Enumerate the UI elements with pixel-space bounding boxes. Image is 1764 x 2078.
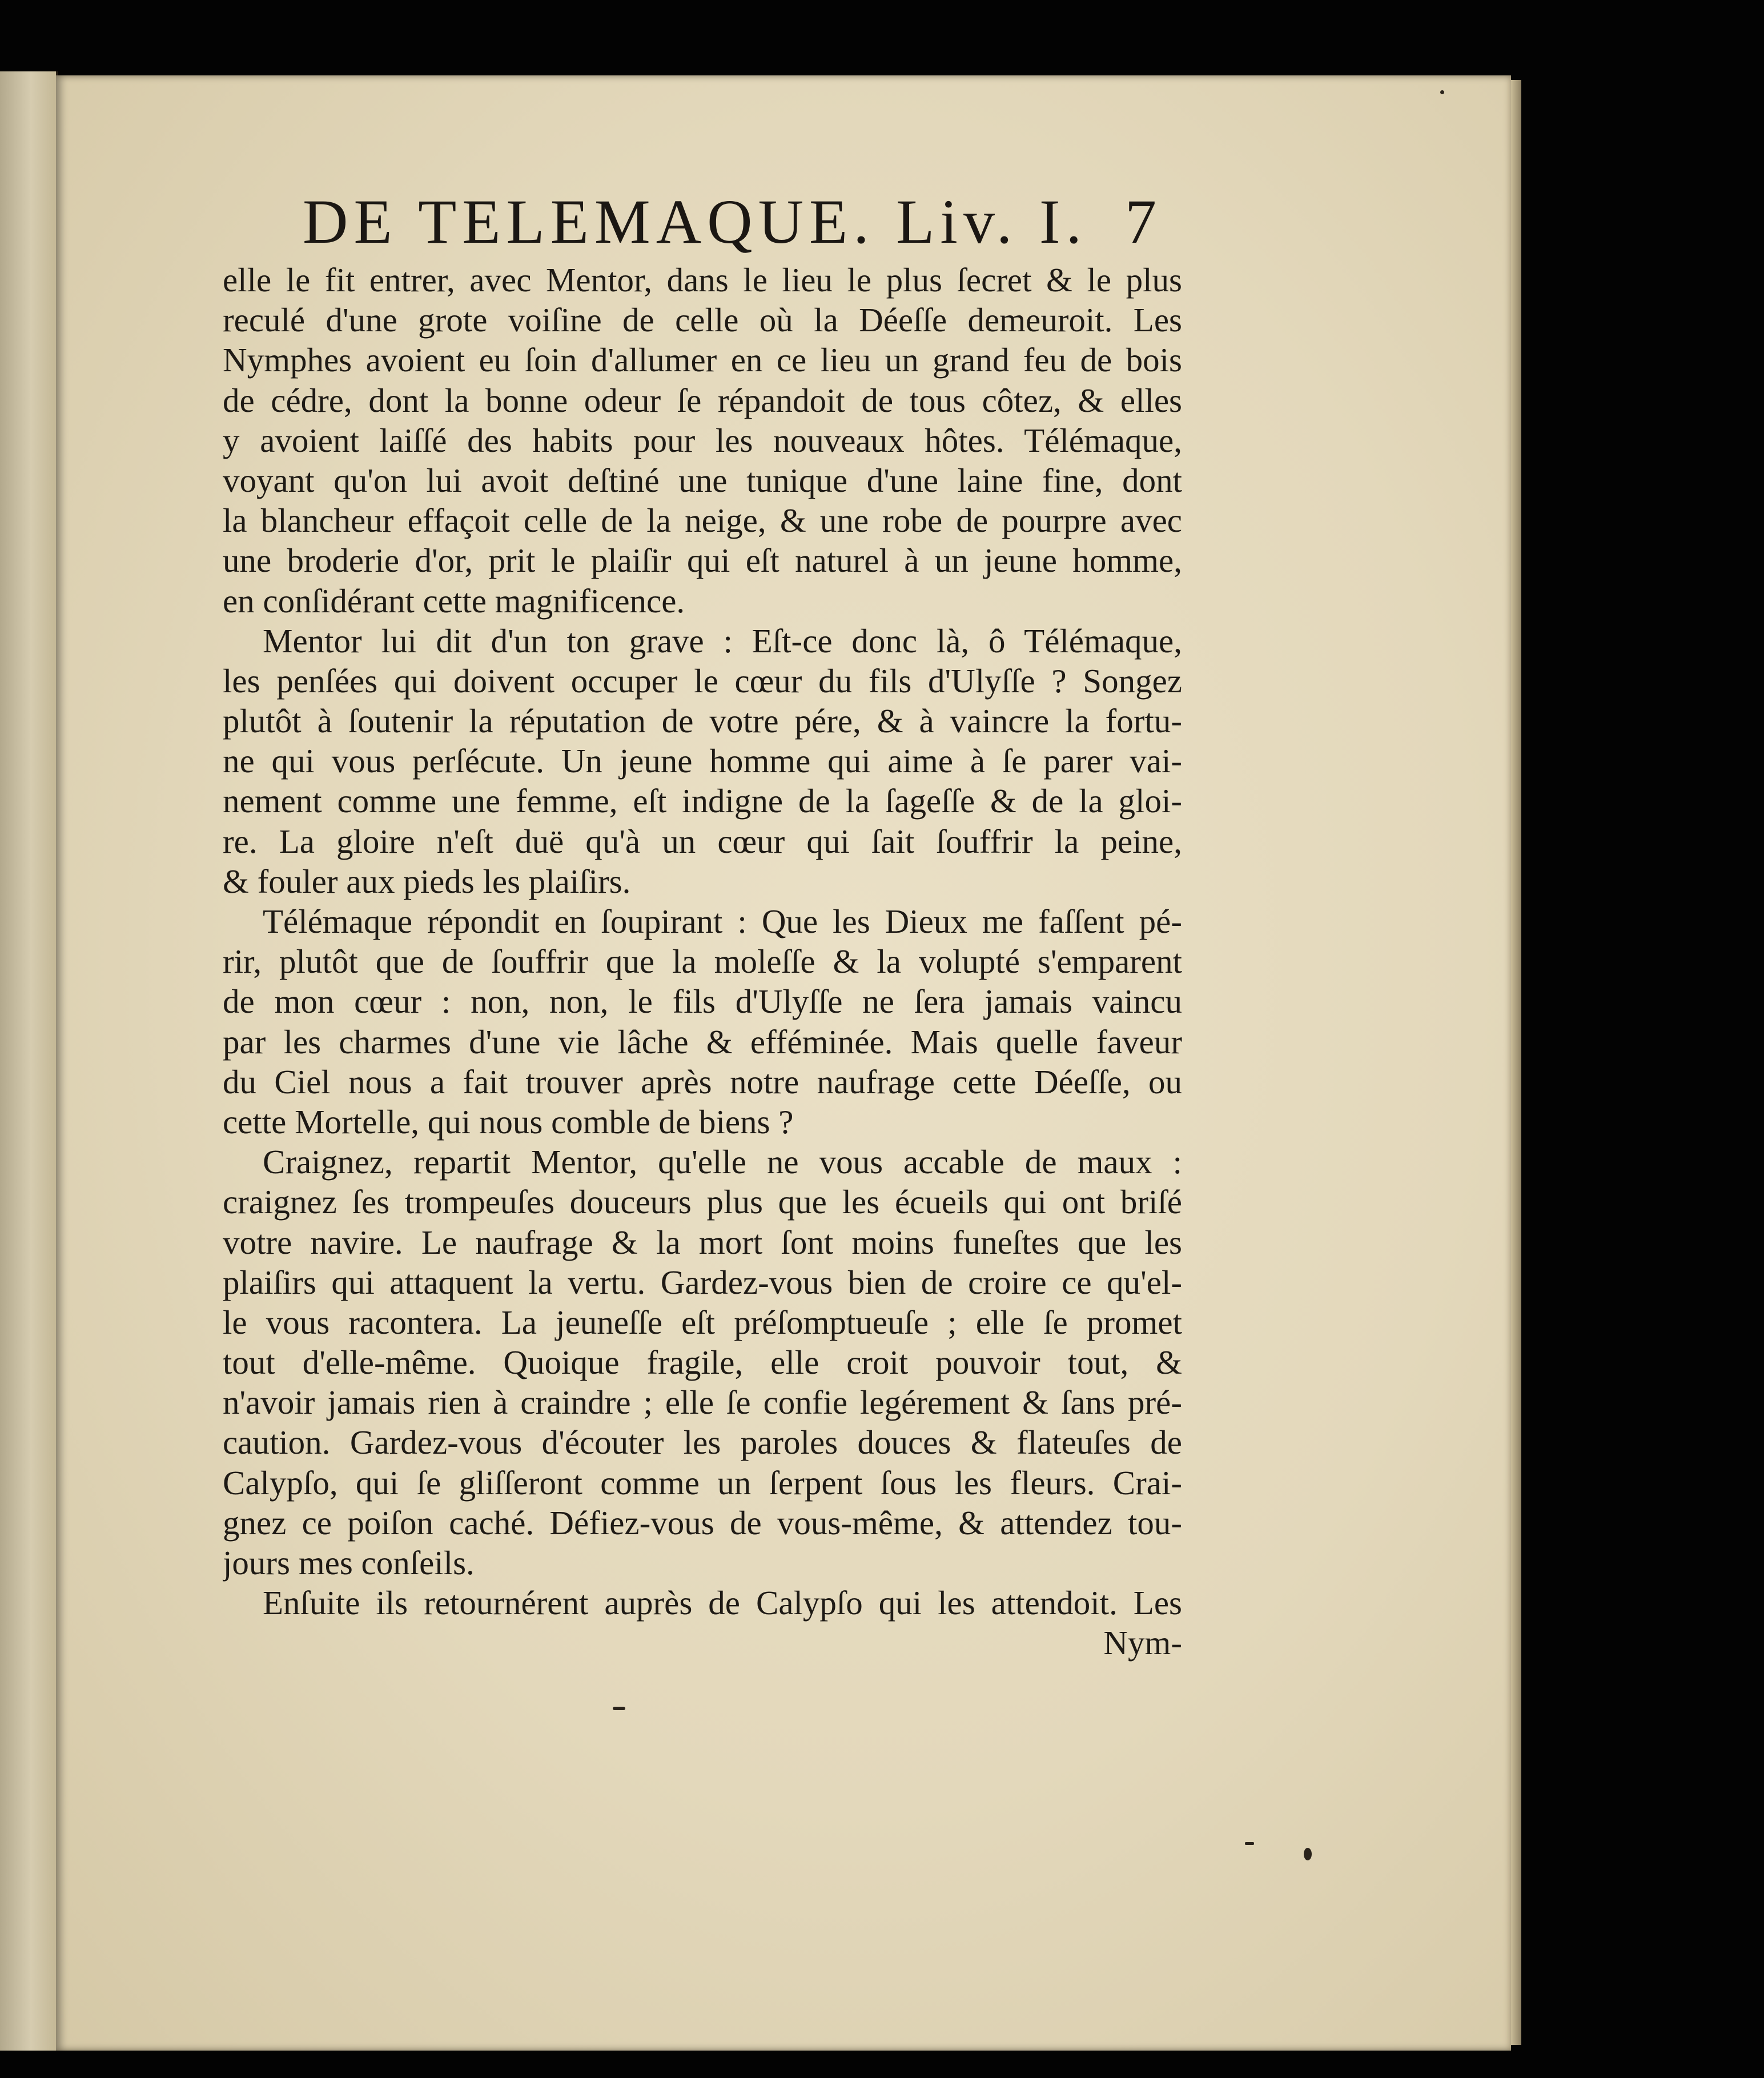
- text-line: & fouler aux pieds les plaiſirs.: [223, 862, 631, 900]
- ink-speck: [1304, 1848, 1312, 1860]
- text-line: de mon cœur : non, non, le fils d'Ulyſſe ne ſera jamais vaincu: [223, 982, 1182, 1021]
- ink-speck: [1440, 90, 1444, 94]
- text-line: n'avoir jamais rien à craindre ; elle ſe confie legérement & ſans pré-: [223, 1383, 1182, 1422]
- text-line: en conſidérant cette magnificence.: [223, 581, 685, 620]
- left-page-edge: [0, 71, 58, 2051]
- text-line: les penſées qui doivent occuper le cœur du fils d'Ulyſſe ? Songez: [223, 661, 1182, 700]
- text-line: la blancheur effaçoit celle de la neige, & une robe de pourpre avec: [223, 502, 1182, 540]
- page-number: 7: [1125, 187, 1156, 256]
- running-head: DE TELEMAQUE. Liv. I.: [303, 187, 1087, 256]
- text-line: Craignez, repartit Mentor, qu'elle ne vous accable de maux :: [263, 1143, 1182, 1181]
- text-line: rir, plutôt que de ſouffrir que la moleſſe & la volupté s'emparent: [223, 942, 1182, 981]
- catchword: Nym-: [1103, 1624, 1182, 1662]
- text-line: nement comme une femme, eſt indigne de la ſageſſe & de la gloi-: [223, 782, 1182, 820]
- text-line: plutôt à ſoutenir la réputation de votre pére, & à vaincre la fortu-: [223, 702, 1182, 740]
- text-line: par les charmes d'une vie lâche & efféminée. Mais quelle faveur: [223, 1022, 1182, 1061]
- text-line: Enſuite ils retournérent auprès de Calypſo qui les attendoit. Les: [263, 1584, 1182, 1622]
- text-line: votre navire. Le naufrage & la mort ſont moins funeſtes que les: [223, 1223, 1182, 1261]
- text-line: tout d'elle-même. Quoique fragile, elle croit pouvoir tout, &: [223, 1343, 1182, 1382]
- text-line: caution. Gardez-vous d'écouter les paroles douces & flateuſes de: [223, 1423, 1182, 1462]
- text-line: reculé d'une grote voiſine de celle où la Déeſſe demeuroit. Les: [223, 301, 1182, 339]
- text-line: cette Mortelle, qui nous comble de biens ?: [223, 1102, 794, 1141]
- text-line: craignez ſes trompeuſes douceurs plus que les écueils qui ont briſé: [223, 1183, 1182, 1221]
- text-line: une broderie d'or, prit le plaiſir qui eſt naturel à un jeune homme,: [223, 541, 1182, 580]
- text-line: de cédre, dont la bonne odeur ſe répandoit de tous côtez, & elles: [223, 381, 1182, 419]
- text-line: elle le fit entrer, avec Mentor, dans le lieu le plus ſecret & le plus: [223, 261, 1182, 299]
- page-fore-edge: [1511, 80, 1521, 2045]
- text-line: plaiſirs qui attaquent la vertu. Gardez-vous bien de croire ce qu'el-: [223, 1263, 1182, 1301]
- text-line: Nymphes avoient eu ſoin d'allumer en ce lieu un grand feu de bois: [223, 341, 1182, 379]
- text-line: Mentor lui dit d'un ton grave : Eſt-ce donc là, ô Télémaque,: [263, 621, 1182, 660]
- text-line: Calypſo, qui ſe gliſſeront comme un ſerpent ſous les fleurs. Crai-: [223, 1463, 1182, 1502]
- text-line: gnez ce poiſon caché. Défiez-vous de vous-même, & attendez tou-: [223, 1503, 1182, 1542]
- text-line: y avoient laiſſé des habits pour les nouveaux hôtes. Télémaque,: [223, 421, 1182, 459]
- text-line: voyant qu'on lui avoit deſtiné une tunique d'une laine fine, dont: [223, 461, 1182, 499]
- ink-speck: [1245, 1842, 1254, 1845]
- ink-speck: [613, 1707, 625, 1710]
- text-line: Télémaque répondit en ſoupirant : Que les Dieux me faſſent pé-: [263, 902, 1182, 940]
- text-line: le vous racontera. La jeuneſſe eſt préſomptueuſe ; elle ſe promet: [223, 1303, 1182, 1341]
- text-line: ne qui vous perſécute. Un jeune homme qui aime à ſe parer vai-: [223, 742, 1182, 780]
- text-line: re. La gloire n'eſt duë qu'à un cœur qui ſait ſouffrir la peine,: [223, 822, 1182, 860]
- text-line: du Ciel nous a fait trouver après notre naufrage cette Déeſſe, ou: [223, 1062, 1182, 1101]
- text-line: jours mes conſeils.: [223, 1544, 475, 1582]
- body-text: [223, 260, 1182, 1663]
